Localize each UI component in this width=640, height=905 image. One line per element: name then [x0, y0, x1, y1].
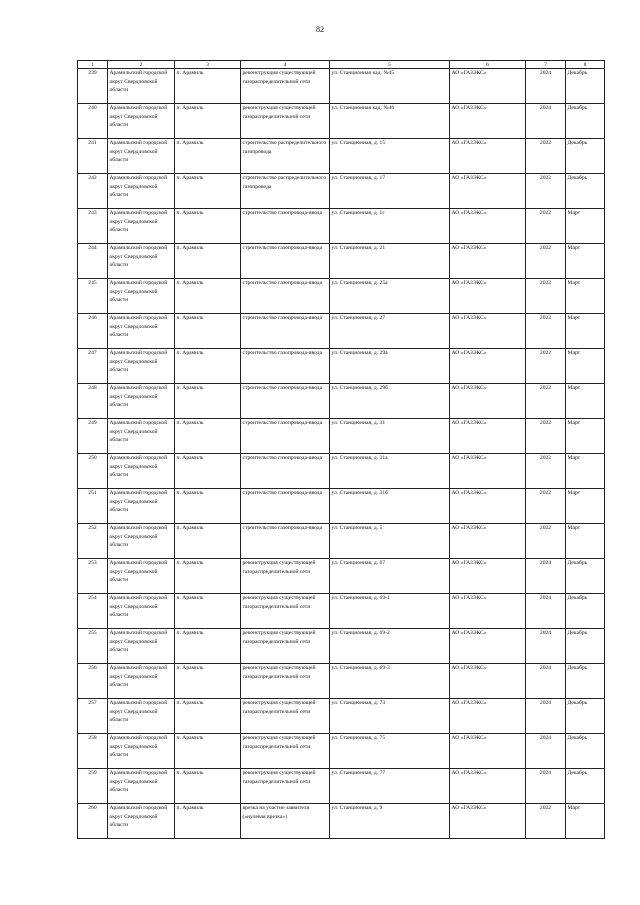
work-type-cell: строительство газопровода-ввода	[241, 349, 330, 384]
settlement-cell: п. Арамиль	[175, 244, 241, 279]
municipality-cell: Арамильский городской округ Свердловской области	[108, 314, 175, 349]
address-cell: ул. Станционная, д. 25а	[330, 279, 450, 314]
settlement-cell: п. Арамиль	[175, 69, 241, 104]
row-number: 244	[78, 244, 108, 279]
year-cell: 2022	[526, 209, 566, 244]
municipality-cell: Арамильский городской округ Свердловской области	[108, 559, 175, 594]
month-cell: Декабрь	[566, 629, 605, 664]
address-cell: ул. Станционная, д. 29а	[330, 349, 450, 384]
organization-cell: АО «ГАЗЭКС»	[450, 594, 526, 629]
municipality-cell: Арамильский городской округ Свердловской области	[108, 804, 175, 839]
organization-cell: АО «ГАЗЭКС»	[450, 734, 526, 769]
row-number: 239	[78, 69, 108, 104]
table-row	[78, 279, 605, 314]
address-cell: ул. Станционная, д. 31б	[330, 489, 450, 524]
month-cell: Март	[566, 279, 605, 314]
settlement-cell: п. Арамиль	[175, 559, 241, 594]
table-row	[78, 384, 605, 419]
municipality-cell: Арамильский городской округ Свердловской области	[108, 524, 175, 559]
month-cell: Декабрь	[566, 69, 605, 104]
row-number: 260	[78, 804, 108, 839]
settlement-cell: п. Арамиль	[175, 209, 241, 244]
municipality-cell: Арамильский городской округ Свердловской области	[108, 489, 175, 524]
work-type-cell: реконструкция существующей газораспределительной сети	[241, 559, 330, 594]
work-type-cell: строительство газопровода-ввода	[241, 314, 330, 349]
address-cell: ул. Станционная, д. 9	[330, 804, 450, 839]
column-header: 6	[450, 61, 526, 69]
organization-cell: АО «ГАЗЭКС»	[450, 69, 526, 104]
work-type-cell: строительство газопровода-ввода	[241, 279, 330, 314]
organization-cell: АО «ГАЗЭКС»	[450, 419, 526, 454]
municipality-cell: Арамильский городской округ Свердловской области	[108, 209, 175, 244]
work-type-cell: строительство газопровода-ввода	[241, 454, 330, 489]
year-cell: 2022	[526, 489, 566, 524]
municipality-cell: Арамильский городской округ Свердловской области	[108, 629, 175, 664]
settlement-cell: п. Арамиль	[175, 104, 241, 139]
settlement-cell: п. Арамиль	[175, 384, 241, 419]
row-number: 242	[78, 174, 108, 209]
row-number: 253	[78, 559, 108, 594]
year-cell: 2024	[526, 559, 566, 594]
organization-cell: АО «ГАЗЭКС»	[450, 664, 526, 699]
year-cell: 2024	[526, 734, 566, 769]
year-cell: 2024	[526, 699, 566, 734]
settlement-cell: п. Арамиль	[175, 699, 241, 734]
work-type-cell: строительство распределительного газопровода	[241, 174, 330, 209]
settlement-cell: п. Арамиль	[175, 454, 241, 489]
settlement-cell: п. Арамиль	[175, 314, 241, 349]
column-header: 8	[566, 61, 605, 69]
organization-cell: АО «ГАЗЭКС»	[450, 349, 526, 384]
address-cell: ул. Станционная кад. №45	[330, 69, 450, 104]
year-cell: 2024	[526, 594, 566, 629]
year-cell: 2024	[526, 69, 566, 104]
row-number: 258	[78, 734, 108, 769]
month-cell: Декабрь	[566, 139, 605, 174]
row-number: 249	[78, 419, 108, 454]
work-type-cell: врезка на участие заявителя («нулевая врезка»)	[241, 804, 330, 839]
month-cell: Март	[566, 314, 605, 349]
work-type-cell: строительство газопровода-ввода	[241, 384, 330, 419]
work-type-cell: строительство распределительного газопровода	[241, 139, 330, 174]
work-type-cell: строительство газопровода-ввода	[241, 524, 330, 559]
year-cell: 2024	[526, 664, 566, 699]
table-row	[78, 664, 605, 699]
settlement-cell: п. Арамиль	[175, 524, 241, 559]
organization-cell: АО «ГАЗЭКС»	[450, 524, 526, 559]
work-type-cell: реконструкция существующей газораспределительной сети	[241, 104, 330, 139]
settlement-cell: п. Арамиль	[175, 769, 241, 804]
table-row	[78, 314, 605, 349]
row-number: 246	[78, 314, 108, 349]
year-cell: 2024	[526, 104, 566, 139]
work-type-cell: реконструкция существующей газораспределительной сети	[241, 699, 330, 734]
row-number: 254	[78, 594, 108, 629]
municipality-cell: Арамильский городской округ Свердловской области	[108, 174, 175, 209]
organization-cell: АО «ГАЗЭКС»	[450, 699, 526, 734]
row-number: 245	[78, 279, 108, 314]
municipality-cell: Арамильский городской округ Свердловской области	[108, 769, 175, 804]
month-cell: Декабрь	[566, 104, 605, 139]
organization-cell: АО «ГАЗЭКС»	[450, 139, 526, 174]
row-number: 255	[78, 629, 108, 664]
month-cell: Декабрь	[566, 174, 605, 209]
page-number: 82	[316, 25, 324, 34]
organization-cell: АО «ГАЗЭКС»	[450, 629, 526, 664]
address-cell: ул. Станционная, д. 77	[330, 769, 450, 804]
month-cell: Декабрь	[566, 769, 605, 804]
row-number: 252	[78, 524, 108, 559]
organization-cell: АО «ГАЗЭКС»	[450, 559, 526, 594]
organization-cell: АО «ГАЗЭКС»	[450, 104, 526, 139]
table-row	[78, 629, 605, 664]
municipality-cell: Арамильский городской округ Свердловской области	[108, 244, 175, 279]
month-cell: Март	[566, 419, 605, 454]
row-number: 243	[78, 209, 108, 244]
organization-cell: АО «ГАЗЭКС»	[450, 804, 526, 839]
organization-cell: АО «ГАЗЭКС»	[450, 279, 526, 314]
municipality-cell: Арамильский городской округ Свердловской области	[108, 349, 175, 384]
table-row	[78, 244, 605, 279]
address-cell: ул. Станционная, д. 69-2	[330, 629, 450, 664]
settlement-cell: п. Арамиль	[175, 419, 241, 454]
year-cell: 2022	[526, 314, 566, 349]
row-number: 250	[78, 454, 108, 489]
month-cell: Март	[566, 209, 605, 244]
year-cell: 2022	[526, 174, 566, 209]
settlement-cell: п. Арамиль	[175, 139, 241, 174]
address-cell: ул. Станционная, д. 17	[330, 174, 450, 209]
municipality-cell: Арамильский городской округ Свердловской области	[108, 104, 175, 139]
table-row	[78, 769, 605, 804]
month-cell: Декабрь	[566, 594, 605, 629]
municipality-cell: Арамильский городской округ Свердловской области	[108, 69, 175, 104]
address-cell: ул. Станционная, д. 67	[330, 559, 450, 594]
row-number: 248	[78, 384, 108, 419]
work-type-cell: реконструкция существующей газораспределительной сети	[241, 664, 330, 699]
address-cell: ул. Станционная, д. 75	[330, 734, 450, 769]
table-row	[78, 69, 605, 104]
organization-cell: АО «ГАЗЭКС»	[450, 769, 526, 804]
municipality-cell: Арамильский городской округ Свердловской области	[108, 139, 175, 174]
address-cell: ул. Станционная, д. 5	[330, 524, 450, 559]
settlement-cell: п. Арамиль	[175, 489, 241, 524]
settlement-cell: п. Арамиль	[175, 349, 241, 384]
month-cell: Декабрь	[566, 699, 605, 734]
address-cell: ул. Станционная, д. 21	[330, 244, 450, 279]
table-row	[78, 559, 605, 594]
year-cell: 2022	[526, 244, 566, 279]
work-type-cell: строительство газопровода-ввода	[241, 209, 330, 244]
address-cell: ул. Станционная, д. 31	[330, 419, 450, 454]
month-cell: Март	[566, 244, 605, 279]
year-cell: 2022	[526, 349, 566, 384]
work-type-cell: реконструкция существующей газораспределительной сети	[241, 69, 330, 104]
year-cell: 2022	[526, 804, 566, 839]
row-number: 256	[78, 664, 108, 699]
year-cell: 2022	[526, 279, 566, 314]
month-cell: Декабрь	[566, 559, 605, 594]
address-cell: ул. Станционная, д. 69-1	[330, 594, 450, 629]
settlement-cell: п. Арамиль	[175, 629, 241, 664]
settlement-cell: п. Арамиль	[175, 594, 241, 629]
table-row	[78, 454, 605, 489]
table-row	[78, 349, 605, 384]
row-number: 241	[78, 139, 108, 174]
month-cell: Март	[566, 489, 605, 524]
work-type-cell: реконструкция существующей газораспределительной сети	[241, 769, 330, 804]
work-type-cell: реконструкция существующей газораспределительной сети	[241, 594, 330, 629]
municipality-cell: Арамильский городской округ Свердловской области	[108, 419, 175, 454]
row-number: 259	[78, 769, 108, 804]
municipality-cell: Арамильский городской округ Свердловской области	[108, 384, 175, 419]
month-cell: Декабрь	[566, 664, 605, 699]
month-cell: Март	[566, 384, 605, 419]
column-header: 4	[241, 61, 330, 69]
municipality-cell: Арамильский городской округ Свердловской области	[108, 594, 175, 629]
address-cell: ул. Станционная, д. 31а	[330, 454, 450, 489]
organization-cell: АО «ГАЗЭКС»	[450, 174, 526, 209]
column-header: 3	[175, 61, 241, 69]
municipality-cell: Арамильский городской округ Свердловской области	[108, 699, 175, 734]
work-type-cell: строительство газопровода-ввода	[241, 489, 330, 524]
year-cell: 2022	[526, 454, 566, 489]
table-row	[78, 489, 605, 524]
gasification-table	[77, 60, 605, 839]
year-cell: 2024	[526, 629, 566, 664]
table-row	[78, 104, 605, 139]
municipality-cell: Арамильский городской округ Свердловской области	[108, 454, 175, 489]
address-cell: ул. Станционная, д. 69-3	[330, 664, 450, 699]
row-number: 251	[78, 489, 108, 524]
settlement-cell: п. Арамиль	[175, 734, 241, 769]
organization-cell: АО «ГАЗЭКС»	[450, 244, 526, 279]
settlement-cell: п. Арамиль	[175, 174, 241, 209]
municipality-cell: Арамильский городской округ Свердловской области	[108, 279, 175, 314]
work-type-cell: реконструкция существующей газораспределительной сети	[241, 734, 330, 769]
year-cell: 2022	[526, 384, 566, 419]
table-row	[78, 419, 605, 454]
organization-cell: АО «ГАЗЭКС»	[450, 384, 526, 419]
row-number: 240	[78, 104, 108, 139]
work-type-cell: строительство газопровода-ввода	[241, 244, 330, 279]
address-cell: ул. Станционная, д. 15	[330, 139, 450, 174]
table-row	[78, 734, 605, 769]
table-row	[78, 139, 605, 174]
column-header: 1	[78, 61, 108, 69]
row-number: 257	[78, 699, 108, 734]
table-row	[78, 174, 605, 209]
table-row	[78, 804, 605, 839]
month-cell: Март	[566, 524, 605, 559]
address-cell: ул. Станционная, д. 27	[330, 314, 450, 349]
month-cell: Март	[566, 454, 605, 489]
address-cell: ул. Станционная, д. 29б	[330, 384, 450, 419]
settlement-cell: п. Арамиль	[175, 279, 241, 314]
organization-cell: АО «ГАЗЭКС»	[450, 489, 526, 524]
year-cell: 2024	[526, 769, 566, 804]
organization-cell: АО «ГАЗЭКС»	[450, 454, 526, 489]
month-cell: Март	[566, 804, 605, 839]
settlement-cell: п. Арамиль	[175, 664, 241, 699]
table-row	[78, 594, 605, 629]
organization-cell: АО «ГАЗЭКС»	[450, 209, 526, 244]
column-header: 2	[108, 61, 175, 69]
municipality-cell: Арамильский городской округ Свердловской области	[108, 664, 175, 699]
column-number-row	[78, 61, 605, 69]
settlement-cell: п. Арамиль	[175, 804, 241, 839]
address-cell: ул. Станционная кад. №46	[330, 104, 450, 139]
year-cell: 2022	[526, 524, 566, 559]
month-cell: Декабрь	[566, 734, 605, 769]
column-header: 7	[526, 61, 566, 69]
address-cell: ул. Станционная, д. 1г	[330, 209, 450, 244]
year-cell: 2022	[526, 419, 566, 454]
table-row	[78, 209, 605, 244]
month-cell: Март	[566, 349, 605, 384]
municipality-cell: Арамильский городской округ Свердловской области	[108, 734, 175, 769]
table-row	[78, 699, 605, 734]
year-cell: 2022	[526, 139, 566, 174]
work-type-cell: строительство газопровода-ввода	[241, 419, 330, 454]
column-header: 5	[330, 61, 450, 69]
organization-cell: АО «ГАЗЭКС»	[450, 314, 526, 349]
row-number: 247	[78, 349, 108, 384]
table-row	[78, 524, 605, 559]
address-cell: ул. Станционная, д. 73	[330, 699, 450, 734]
work-type-cell: реконструкция существующей газораспределительной сети	[241, 629, 330, 664]
